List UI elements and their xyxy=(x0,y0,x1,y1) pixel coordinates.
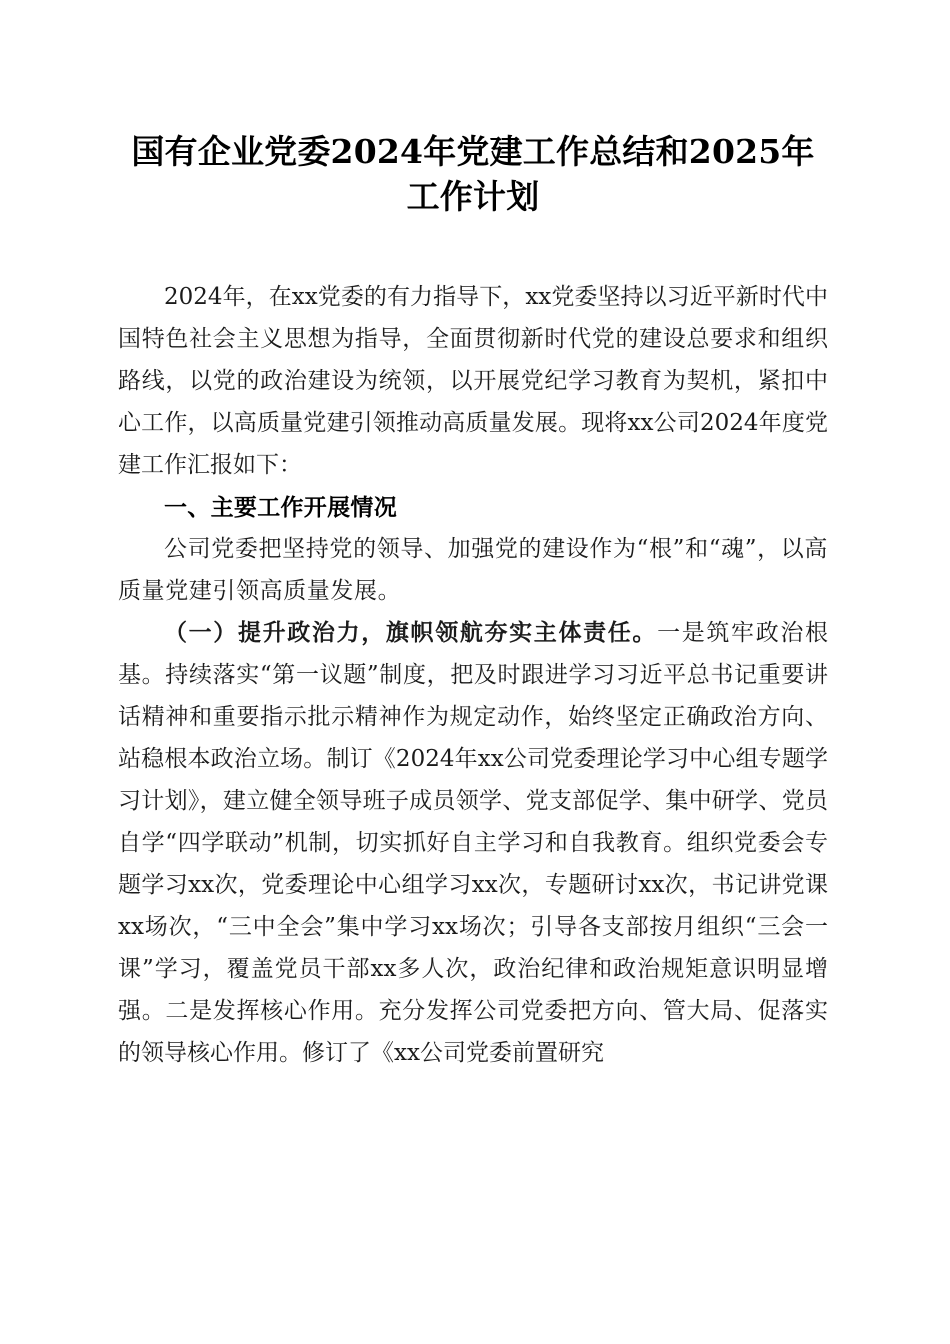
paragraph-political-capacity xyxy=(118,612,828,1074)
page-title: 国有企业党委2024年党建工作总结和2025年工作计划 xyxy=(131,132,815,216)
subsection-lead-political-capacity: （一）提升政治力，旗帜领航夯实主体责任。 xyxy=(164,619,658,646)
section-heading-main-work: 一、主要工作开展情况 xyxy=(164,494,397,520)
paragraph-party-leadership: 公司党委把坚持党的领导、加强党的建设作为“根”和“魂”，以高质量党建引领高质量发展。 xyxy=(118,536,828,604)
paragraph-intro: 2024年，在xx党委的有力指导下，xx党委坚持以习近平新时代中国特色社会主义思想为指导，全面贯彻新时代党的建设总要求和组织路线，以党的政治建设为统领，以开展党纪学习教育为契机，紧扣中心工作，以高质量党建引领推动高质量发展。现将xx公司2024年度党建工作汇报如下： xyxy=(118,284,828,478)
document-content xyxy=(118,0,828,1074)
subsection-body-political-capacity: 一是筑牢政治根基。持续落实“第一议题”制度，把及时跟进学习习近平总书记重要讲话精神和重要指示批示精神作为规定动作，始终坚定正确政治方向、站稳根本政治立场。制订《2024年xx公司党委理论学习中心组专题学习计划》，建立健全领导班子成员领学、党支部促学、集中研学、党员自学“四学联动”机制，切实抓好自主学习和自我教育。组织党委会专题学习xx次，党委理论中心组学习xx次，专题研讨xx次，书记讲党课xx场次，“三中全会”集中学习xx场次；引导各支部按月组织“三会一课”学习，覆盖党员干部xx多人次，政治纪律和政治规矩意识明显增强。二是发挥核心作用。充分发挥公司党委把方向、管大局、促落实的领导核心作用。修订了《xx公司党委前置研究 xyxy=(118,620,829,1066)
title-body-spacer xyxy=(118,219,828,276)
